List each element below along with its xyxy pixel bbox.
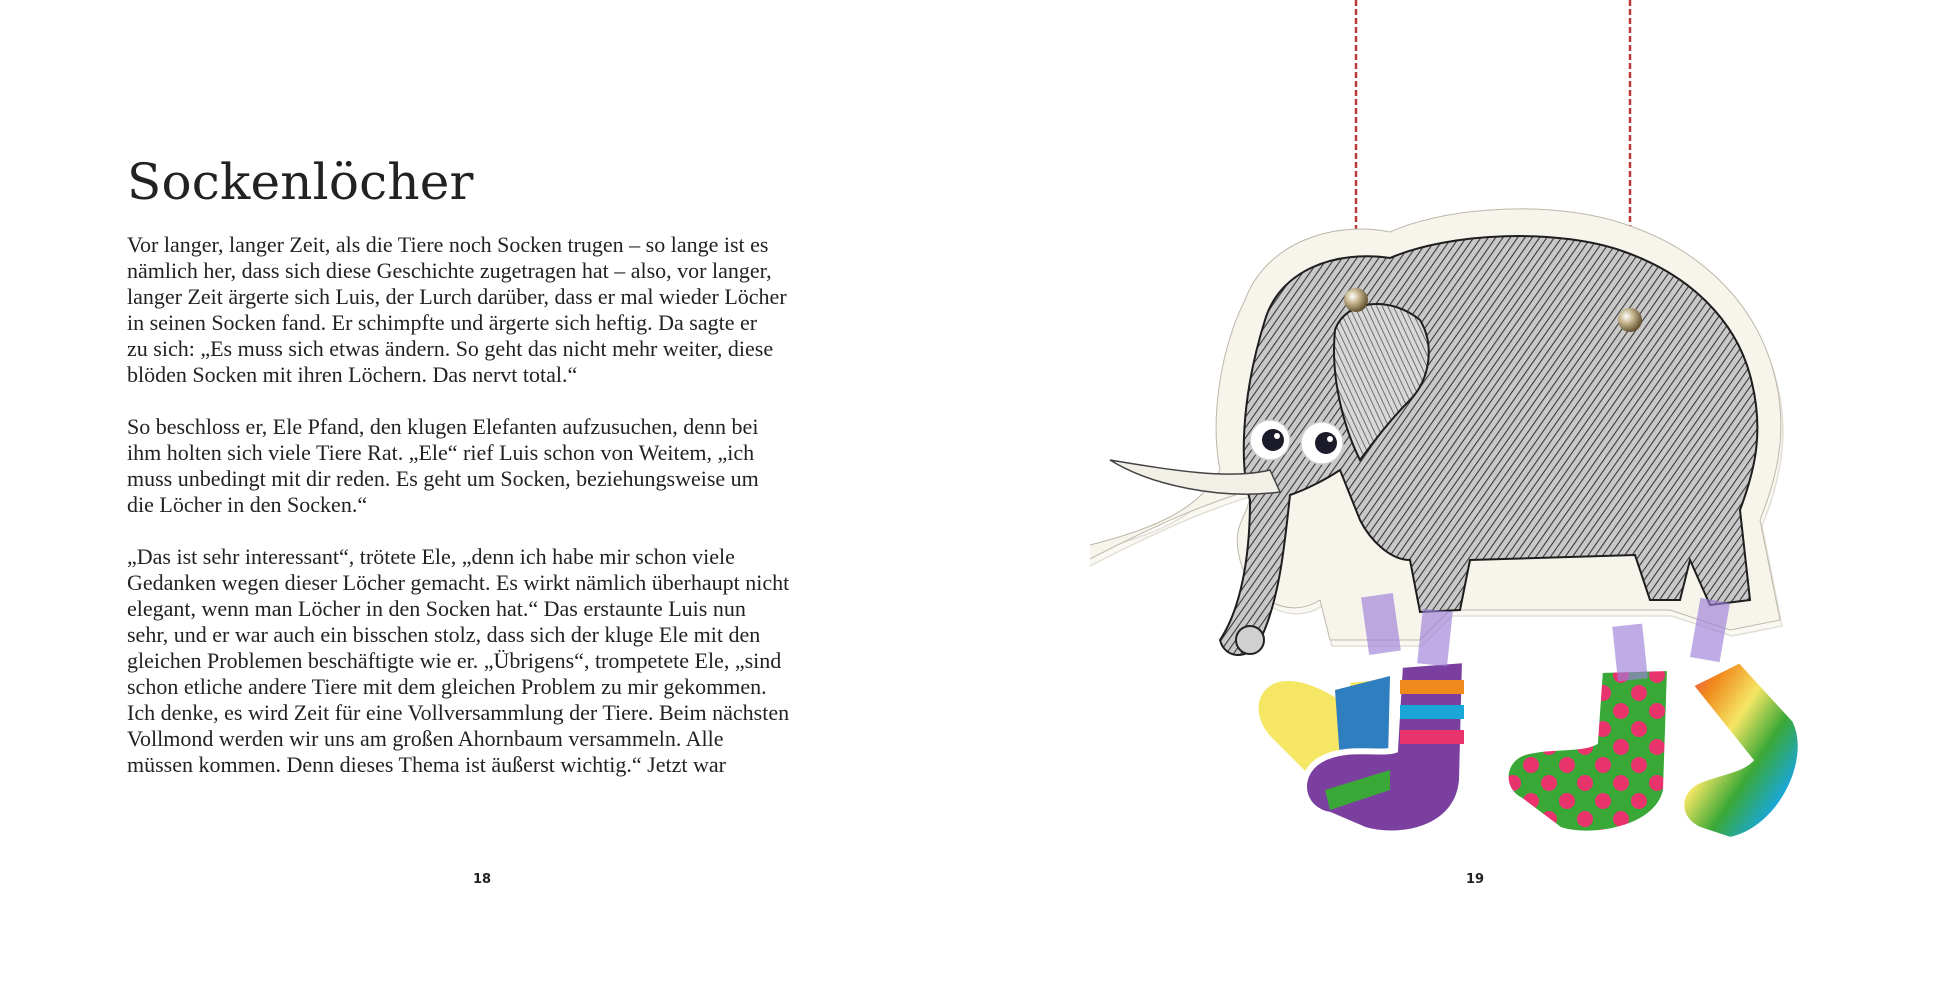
googly-eye-right bbox=[1301, 422, 1343, 464]
page-title: Sockenlöcher bbox=[127, 153, 474, 211]
text-line: ihm holten sich viele Tiere Rat. „Ele“ rief Luis schon von Weitem, „ich bbox=[127, 440, 755, 465]
brass-pin-right bbox=[1618, 308, 1642, 332]
story-text bbox=[127, 232, 847, 804]
text-line: Ich denke, es wird Zeit für eine Vollversammlung der Tiere. Beim nächsten bbox=[127, 700, 790, 725]
text-line: Vollmond werden wir uns am großen Ahornbaum versammeln. Alle bbox=[127, 726, 724, 751]
page-number-left: 18 bbox=[473, 872, 492, 887]
text-line: in seinen Socken fand. Er schimpfte und ärgerte sich heftig. Da sagte er bbox=[127, 310, 758, 335]
text-line: gleichen Problemen beschäftigte wie er. „Übrigens“, trompetete Ele, „sind bbox=[127, 648, 782, 673]
text-line: So beschloss er, Ele Pfand, den klugen Elefanten aufzusuchen, denn bei bbox=[127, 414, 759, 439]
sock-polka-dot bbox=[1506, 668, 1670, 834]
text-line: Vor langer, langer Zeit, als die Tiere noch Socken trugen – so lange ist es bbox=[127, 232, 769, 257]
text-line: zu sich: „Es muss sich etwas ändern. So geht das nicht mehr weiter, diese bbox=[127, 336, 774, 361]
text-line: schon etliche andere Tiere mit dem gleichen Problem zu mir gekommen. bbox=[127, 674, 767, 699]
paragraph bbox=[127, 414, 847, 518]
text-line: Gedanken wegen dieser Löcher gemacht. Es wirkt nämlich überhaupt nicht bbox=[127, 570, 790, 595]
brass-pin-left bbox=[1344, 288, 1368, 312]
googly-eye-left bbox=[1250, 420, 1290, 460]
text-line: sehr, und er war auch ein bisschen stolz, dass sich der kluge Ele mit den bbox=[127, 622, 761, 647]
text-line: die Löcher in den Socken.“ bbox=[127, 492, 368, 517]
text-line: blöden Socken mit ihren Löchern. Das nervt total.“ bbox=[127, 362, 578, 387]
text-line: „Das ist sehr interessant“, trötete Ele, „denn ich habe mir schon viele bbox=[127, 544, 735, 569]
text-line: elegant, wenn man Löcher in den Socken hat.“ Das erstaunte Luis nun bbox=[127, 596, 746, 621]
elephant bbox=[1110, 236, 1757, 655]
page-number-right: 19 bbox=[1466, 872, 1485, 887]
tape-strip bbox=[1417, 609, 1453, 667]
sock-rainbow bbox=[1681, 660, 1800, 840]
elephant-with-socks-illustration bbox=[1090, 0, 1870, 890]
text-line: muss unbedingt mit dir reden. Es geht um Socken, beziehungsweise um bbox=[127, 466, 759, 491]
paragraph bbox=[127, 232, 847, 388]
text-line: langer Zeit ärgerte sich Luis, der Lurch darüber, dass er mal wieder Löcher bbox=[127, 284, 787, 309]
paragraph bbox=[127, 544, 847, 778]
text-line: nämlich her, dass sich diese Geschichte zugetragen hat – also, vor langer, bbox=[127, 258, 772, 283]
tape-strip bbox=[1612, 624, 1648, 682]
text-line: müssen kommen. Denn dieses Thema ist äußerst wichtig.“ Jetzt war bbox=[127, 752, 726, 777]
